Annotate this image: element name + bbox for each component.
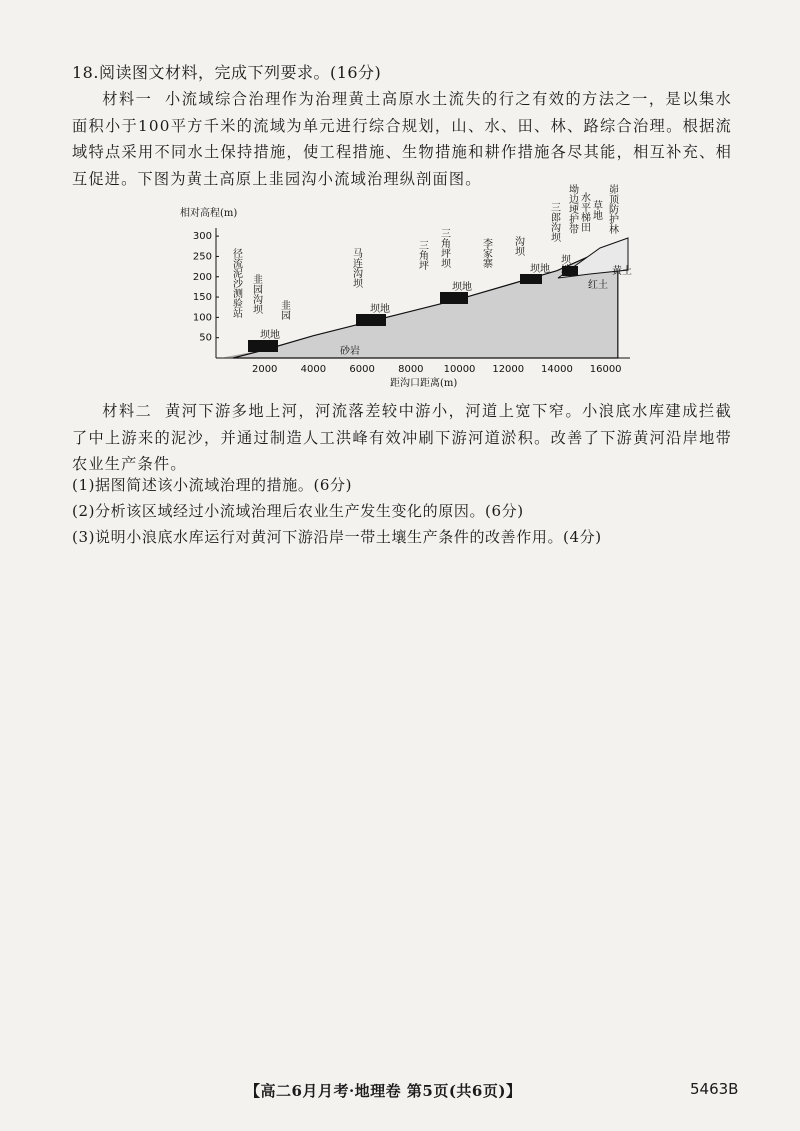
y-tick-50: 50 <box>199 332 212 344</box>
label-water-terrace: 水平梯田 <box>578 192 590 232</box>
x-tick-4000: 4000 <box>300 364 327 375</box>
label-dam-land-2: 坝地 <box>370 304 390 315</box>
dam-2 <box>356 314 386 326</box>
label-dam-land-4: 坝地 <box>530 264 550 275</box>
dam-4 <box>520 274 542 284</box>
dam-1 <box>248 340 278 352</box>
label-sandstone: 砂岩 <box>340 346 360 357</box>
profile-chart <box>180 178 640 390</box>
label-slope-belt: 坳边埂护带 <box>566 184 578 234</box>
x-tick-16000: 16000 <box>589 364 622 375</box>
y-tick-100: 100 <box>192 312 212 324</box>
label-lijiazhai: 李家寨 <box>480 238 492 268</box>
material-two <box>72 398 732 478</box>
x-tick-6000: 6000 <box>349 364 375 375</box>
sub-question-3: (3)说明小浪底水库运行对黄河下游沿岸一带土壤生产条件的改善作用。(4分) <box>72 528 602 546</box>
dam-3 <box>440 292 468 304</box>
label-sanlangou: 三郎沟坝 <box>548 202 560 242</box>
material-one-label: 材料一 <box>102 90 153 108</box>
x-tick-10000: 10000 <box>443 364 476 375</box>
x-tick-12000: 12000 <box>492 364 525 375</box>
material-two-text: 黄河下游多地上河，河流落差较中游小，河道上宽下窄。小浪底水库建成拦截了中上游来的泥沙，并通过制造人工洪峰有效冲刷下游河道淤积。改善了下游黄河沿岸地带农业生产条件。 <box>72 402 732 473</box>
y-tick-150: 150 <box>192 292 212 304</box>
material-one-text: 小流域综合治理作为治理黄土高原水土流失的行之有效的方法之一，是以集水面积小于100平方千米的流域为单元进行综合规划，山、水、田、林、路综合治理。根据流域特点采用不同水土保持措施，使工程措施、生物措施和耕作措施各尽其能，相互补充、相互促进。下图为黄土高原上韭园沟小流域治理纵剖面图。 <box>72 90 732 188</box>
x-tick-2000: 2000 <box>251 364 278 375</box>
label-dam-land-3: 坝地 <box>452 282 472 293</box>
label-dam-land-5: 坝地 <box>558 254 570 274</box>
y-tick-200: 200 <box>192 271 212 283</box>
sub-question-2: (2)分析该区域经过小流域治理后农业生产发生变化的原因。(6分) <box>72 502 524 520</box>
paper-code: 5463B <box>690 1080 739 1098</box>
material-two-label: 材料二 <box>102 402 153 420</box>
y-axis-label: 相对高程(m) <box>180 208 238 219</box>
label-mayan: 马连沟坝 <box>350 248 362 288</box>
material-one <box>72 86 732 192</box>
label-sanjiao-dam: 三角坪坝 <box>438 228 450 268</box>
x-axis-label: 距沟口距离(m) <box>390 378 458 389</box>
label-ridge-forest: 峁顶防护林 <box>606 184 618 234</box>
label-dam-land-1: 坝地 <box>260 330 280 341</box>
question-title: 18.阅读图文材料，完成下列要求。(16分) <box>72 63 382 82</box>
y-tick-300: 300 <box>192 231 212 243</box>
label-station: 径流泥沙测验站 <box>230 248 242 318</box>
page-footer: 【高二6月月考·地理卷 第5页(共6页)】 <box>245 1082 522 1100</box>
sub-question-1: (1)据图简述该小流域治理的措施。(6分) <box>72 476 353 494</box>
y-tick-250: 250 <box>192 251 212 263</box>
label-loess: 黄土 <box>612 266 632 277</box>
label-garden: 韭园 <box>278 300 290 320</box>
label-goubazhai: 沟坝 <box>512 236 524 256</box>
x-tick-8000: 8000 <box>398 364 424 375</box>
x-tick-14000: 14000 <box>541 364 573 375</box>
label-ditch-dam: 韭园沟坝 <box>250 274 262 314</box>
label-sanjiaoping: 三角坪 <box>416 240 428 270</box>
label-red-soil: 红土 <box>588 280 608 291</box>
label-grass: 草地 <box>590 200 602 220</box>
